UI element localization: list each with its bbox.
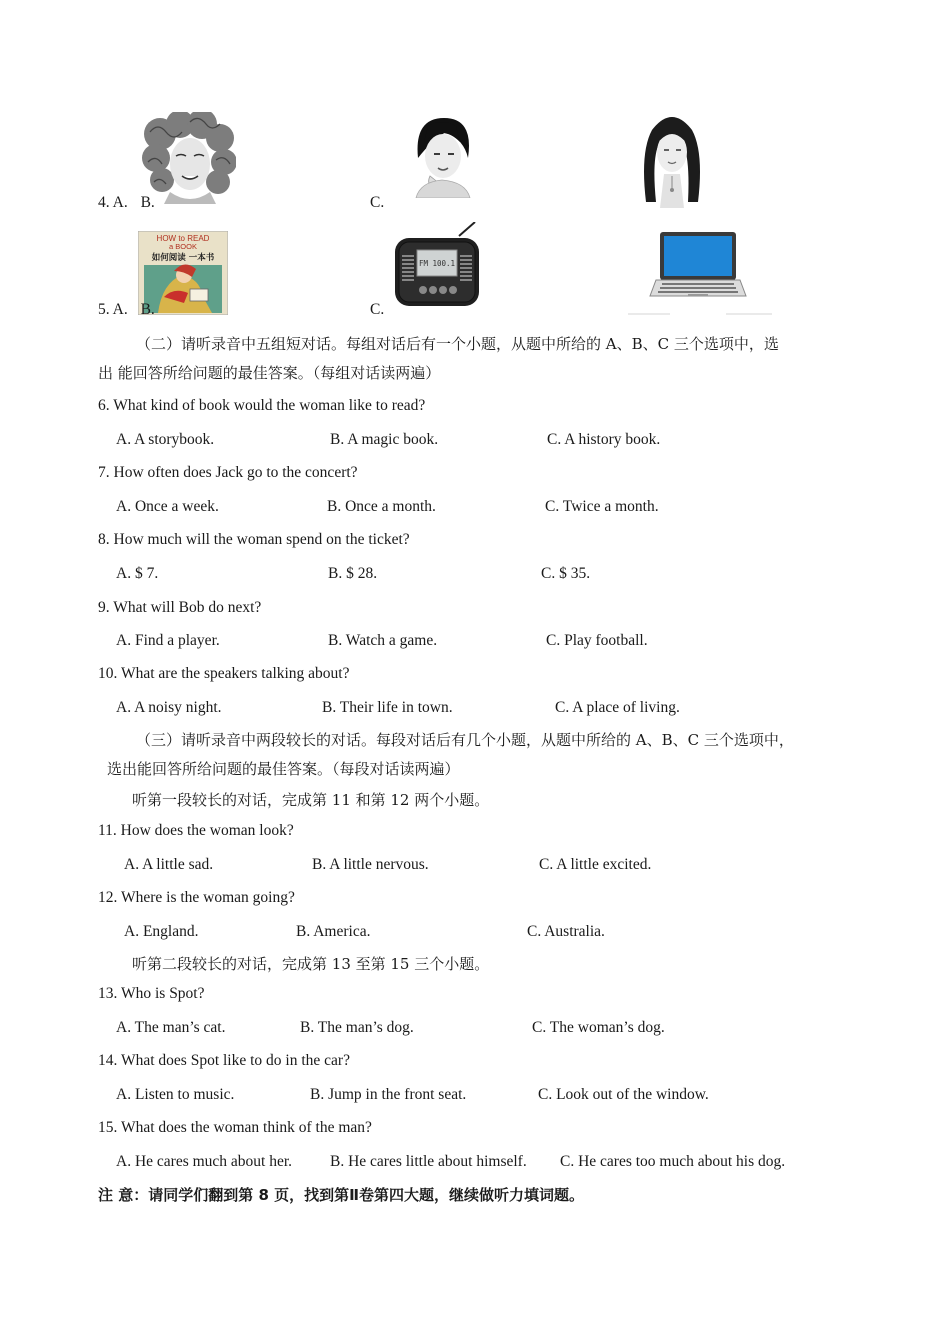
- question-6-option-b: B. A magic book.: [330, 431, 439, 448]
- question-13-option-a: A. The man’s cat.: [116, 1019, 226, 1036]
- question-12-text: 12. Where is the woman going?: [98, 889, 295, 906]
- question-14-text: 14. What does Spot like to do in the car?: [98, 1052, 350, 1069]
- section-3-instruction-line2: 选出能回答所给问题的最佳答案。（每段对话读两遍）: [107, 760, 460, 778]
- question-10-text: 10. What are the speakers talking about?: [98, 665, 350, 682]
- question-9-option-a: A. Find a player.: [116, 632, 220, 649]
- dialog-1-instruction: 听第一段较长的对话，完成第 11 和第 12 两个小题。: [132, 791, 490, 809]
- question-14-option-b: B. Jump in the front seat.: [310, 1086, 467, 1103]
- question-11-text: 11. How does the woman look?: [98, 822, 294, 839]
- question-11-option-c: C. A little excited.: [539, 856, 652, 873]
- question-10-option-b: B. Their life in town.: [322, 699, 453, 716]
- question-4-option-b: B.: [140, 194, 155, 211]
- section-2-instruction-line1: （二）请听录音中五组短对话。每组对话后有一个小题，从题中所给的 A、B、C 三个选项中，选: [136, 335, 779, 353]
- question-5-option-b: B.: [140, 301, 155, 318]
- question-7-option-a: A. Once a week.: [116, 498, 219, 515]
- question-4-option-c: C.: [370, 194, 385, 211]
- question-8-option-b: B. $ 28.: [328, 565, 378, 582]
- question-12-option-b: B. America.: [296, 923, 371, 940]
- page-turn-note: 注 意：请同学们翻到第 8 页，找到第Ⅱ卷第四大题，继续做听力填词题。: [98, 1186, 584, 1204]
- dialog-2-instruction: 听第二段较长的对话，完成第 13 至第 15 三个小题。: [132, 955, 490, 973]
- radio-display-text: FM 100.1: [418, 259, 456, 268]
- question-12-option-a: A. England.: [124, 923, 199, 940]
- question-8-option-a: A. $ 7.: [116, 565, 159, 582]
- book-cover-title-line1: HOW to READ: [156, 234, 210, 243]
- short-hair-woman-picture: [406, 114, 478, 198]
- question-9-text: 9. What will Bob do next?: [98, 599, 262, 616]
- question-15-option-a: A. He cares much about her.: [116, 1153, 293, 1170]
- question-9-option-c: C. Play football.: [546, 632, 648, 649]
- laptop-picture: [626, 228, 776, 318]
- radio-picture: [393, 222, 481, 308]
- question-10-option-a: A. A noisy night.: [116, 699, 222, 716]
- question-13-text: 13. Who is Spot?: [98, 985, 205, 1002]
- question-11-option-b: B. A little nervous.: [312, 856, 429, 873]
- question-9-option-b: B. Watch a game.: [328, 632, 438, 649]
- question-14-option-a: A. Listen to music.: [116, 1086, 235, 1103]
- question-7-option-c: C. Twice a month.: [545, 498, 659, 515]
- question-6-option-a: A. A storybook.: [116, 431, 215, 448]
- book-cover-title-line2: a BOOK: [169, 242, 197, 251]
- long-hair-woman-picture: [636, 112, 706, 208]
- question-13-option-b: B. The man’s dog.: [300, 1019, 414, 1036]
- question-8-text: 8. How much will the woman spend on the ticket?: [98, 531, 410, 548]
- question-10-option-c: C. A place of living.: [555, 699, 680, 716]
- curly-hair-woman-picture: [140, 112, 236, 204]
- question-13-option-c: C. The woman’s dog.: [532, 1019, 665, 1036]
- section-3-instruction-line1: （三）请听录音中两段较长的对话。每段对话后有几个小题，从题中所给的 A、B、C 三个选项中，: [136, 731, 794, 749]
- question-15-text: 15. What does the woman think of the man?: [98, 1119, 372, 1136]
- question-8-option-c: C. $ 35.: [541, 565, 591, 582]
- question-6-text: 6. What kind of book would the woman like to read?: [98, 397, 426, 414]
- question-15-option-b: B. He cares little about himself.: [330, 1153, 527, 1170]
- question-15-option-c: C. He cares too much about his dog.: [560, 1153, 786, 1170]
- section-2-instruction-line2: 出 能回答所给问题的最佳答案。（每组对话读两遍）: [98, 364, 441, 382]
- book-cover-chinese-title: 如何阅读 一本书: [151, 253, 215, 263]
- question-4-number: 4. A.: [98, 194, 128, 211]
- question-5-number: 5. A.: [98, 301, 128, 318]
- question-11-option-a: A. A little sad.: [124, 856, 214, 873]
- question-7-text: 7. How often does Jack go to the concert?: [98, 464, 358, 481]
- question-5-option-c: C.: [370, 301, 385, 318]
- question-12-option-c: C. Australia.: [527, 923, 605, 940]
- question-7-option-b: B. Once a month.: [327, 498, 436, 515]
- question-14-option-c: C. Look out of the window.: [538, 1086, 709, 1103]
- question-6-option-c: C. A history book.: [547, 431, 661, 448]
